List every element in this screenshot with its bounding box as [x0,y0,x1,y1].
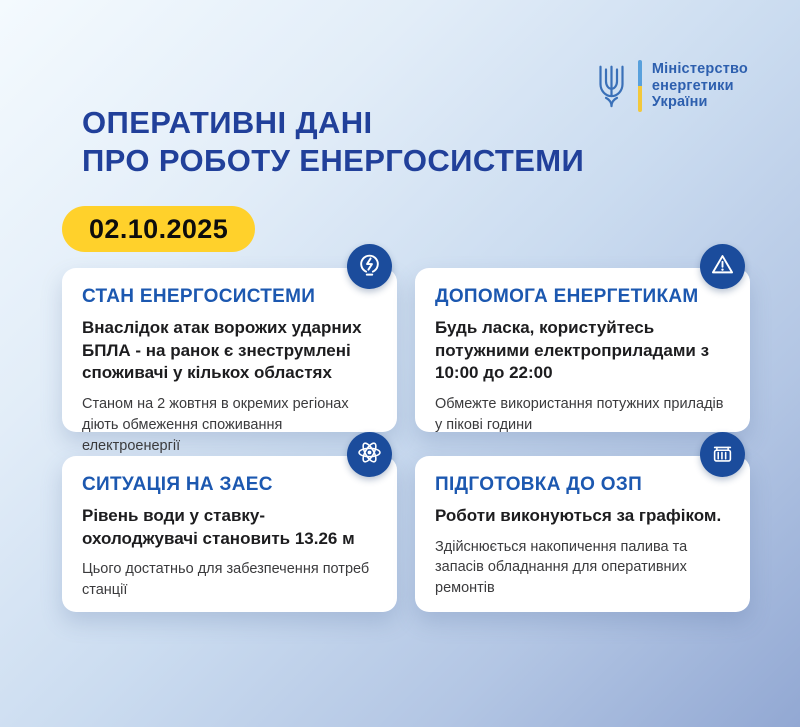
card-note: Здійснюється накопичення палива та запасів обладнання для оперативних ремонтів [435,538,688,597]
card-lead: Будь ласка, користуйтесь потужними електроприладами з 10:00 до 22:00 [435,318,710,383]
card-znpp-situation [62,456,397,612]
card-note: Цього достатньо для забезпечення потреб станції [82,561,370,599]
date-badge-text: 02.10.2025 [89,213,229,244]
ministry-name-line3: України [651,94,708,111]
card-title: СИТУАЦІЯ НА ЗАЕС [82,474,273,495]
card-title: ПІДГОТОВКА ДО ОЗП [435,474,643,495]
page-title [82,104,584,180]
lightbulb-energy-icon [356,251,383,283]
card-help-energy-workers [415,268,750,432]
ukraine-trident-icon [595,63,628,109]
card-winter-preparation [415,456,750,612]
card-icon-circle [700,432,745,477]
card-title: СТАН ЕНЕРГОСИСТЕМИ [82,286,316,307]
card-icon-circle [347,432,392,477]
card-icon-circle [700,244,745,289]
atom-icon [356,439,383,471]
cards-grid [62,268,750,612]
ministry-name [652,61,748,111]
page-title-line2: ПРО РОБОТУ ЕНЕРГОСИСТЕМИ [82,143,585,178]
date-badge [62,206,255,252]
card-lead: Рівень води у ставку-охолоджувачі становить 13.26 м [82,506,355,548]
ministry-logo [595,60,748,112]
warning-triangle-icon [709,251,736,283]
card-energy-status [62,268,397,454]
ministry-name-line1: Міністерство [651,60,748,77]
flag-divider-bar [638,60,642,112]
page-title-line1: ОПЕРАТИВНІ ДАНІ [82,105,373,140]
card-note: Станом на 2 жовтня в окремих регіонах діють обмеження споживання електроенергії [82,395,349,454]
card-icon-circle [347,244,392,289]
card-lead: Внаслідок атак ворожих ударних БПЛА - на ранок є знеструмлені споживачі у кількох областях [82,318,362,383]
card-lead: Роботи виконуються за графіком. [435,506,722,525]
radiator-icon [709,439,736,471]
card-note: Обмежте використання потужних приладів у пікові години [435,395,724,433]
ministry-name-line2: енергетики [651,77,734,94]
card-title: ДОПОМОГА ЕНЕРГЕТИКАМ [435,286,699,307]
